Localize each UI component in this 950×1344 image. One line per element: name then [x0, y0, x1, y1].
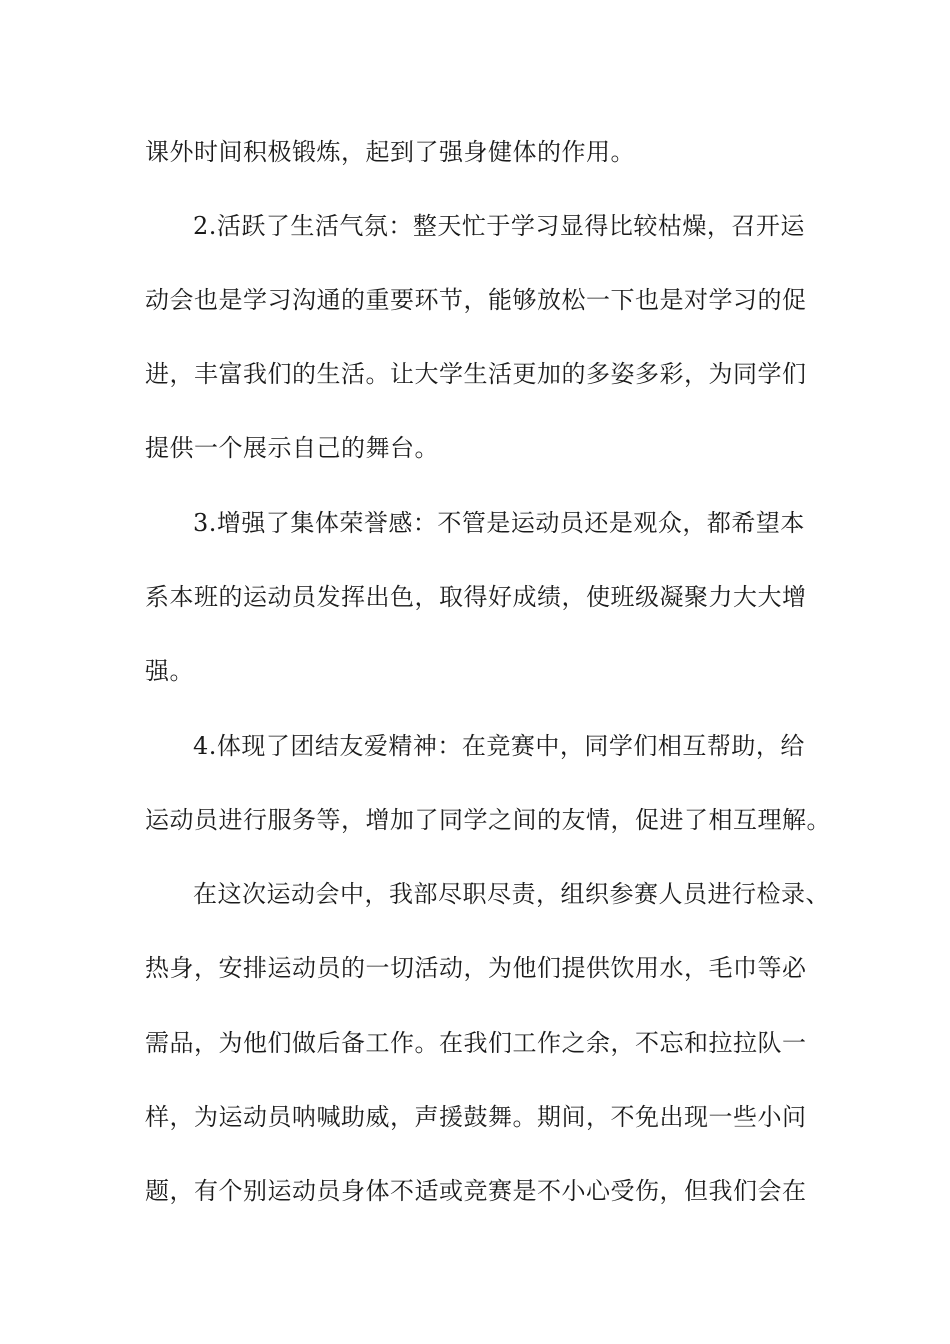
text-line: 进，丰富我们的生活。让大学生活更加的多姿多彩，为同学们 [145, 360, 807, 388]
text-line: 系本班的运动员发挥出色，取得好成绩，使班级凝聚力大大增 [145, 583, 807, 611]
text-line: 3.增强了集体荣誉感：不管是运动员还是观众，都希望本 [193, 509, 805, 537]
text-line: 运动员进行服务等，增加了同学之间的友情，促进了相互理解。 [145, 806, 831, 834]
text-line: 需品，为他们做后备工作。在我们工作之余，不忘和拉拉队一 [145, 1029, 807, 1057]
text-line: 2.活跃了生活气氛：整天忙于学习显得比较枯燥，召开运 [193, 212, 805, 240]
text-line: 热身，安排运动员的一切活动，为他们提供饮用水，毛巾等必 [145, 954, 807, 982]
text-line: 样，为运动员呐喊助威，声援鼓舞。期间，不免出现一些小问 [145, 1103, 807, 1131]
text-line: 强。 [145, 657, 194, 685]
text-line: 动会也是学习沟通的重要环节，能够放松一下也是对学习的促 [145, 286, 807, 314]
text-line: 课外时间积极锻炼，起到了强身健体的作用。 [145, 138, 635, 166]
text-line: 在这次运动会中，我部尽职尽责，组织参赛人员进行检录、 [193, 880, 830, 908]
text-line: 提供一个展示自己的舞台。 [145, 434, 439, 462]
text-line: 题，有个别运动员身体不适或竞赛是不小心受伤，但我们会在 [145, 1177, 807, 1205]
text-line: 4.体现了团结友爱精神：在竞赛中，同学们相互帮助，给 [193, 732, 805, 760]
